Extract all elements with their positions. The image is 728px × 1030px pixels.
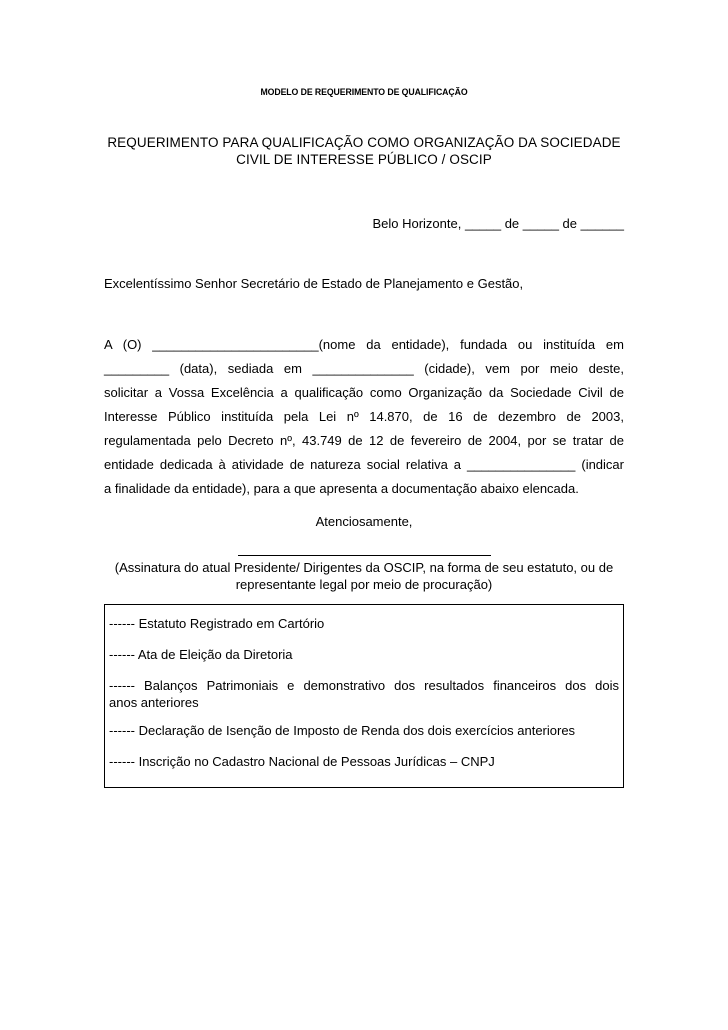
signature-line [238,555,491,556]
model-title: MODELO DE REQUERIMENTO DE QUALIFICAÇÃO [260,87,468,98]
salutation: Excelentíssimo Senhor Secretário de Estado de Planejamento e Gestão, [104,276,524,291]
body-line: A (O) _______________________(nome da entidade), fundada ou instituída em [104,337,624,352]
signature-caption-line-2: representante legal por meio de procuração) [235,577,493,592]
body-line: a finalidade da entidade), para a que apresenta a documentação abaixo elencada. [104,481,579,496]
body-line: Interesse Público instituída pela Lei nº 14.870, de 16 de dezembro de 2003, [104,409,624,424]
closing: Atenciosamente, [315,514,413,529]
body-line: _________ (data), sediada em ______________ (cidade), vem por meio deste, [104,361,624,376]
body-line: entidade dedicada à atividade de natureza social relativa a _______________ (indicar [104,457,624,472]
signature-caption-line-1: (Assinatura do atual Presidente/ Dirigentes da OSCIP, na forma de seu estatuto, ou de [114,560,614,575]
signature-caption [104,559,624,593]
main-title [104,134,624,168]
document-item: ------ Ata de Eleição da Diretoria [109,647,293,662]
document-item [109,677,619,711]
document-item: ------ Inscrição no Cadastro Nacional de Pessoas Jurídicas – CNPJ [109,754,495,769]
main-title-line-2: CIVIL DE INTERESSE PÚBLICO / OSCIP [236,152,492,167]
document-item-line-1: ------ Balanços Patrimoniais e demonstrativo dos resultados financeiros dos dois [109,678,619,693]
document-item: ------ Declaração de Isenção de Imposto de Renda dos dois exercícios anteriores [109,723,576,738]
main-title-line-1: REQUERIMENTO PARA QUALIFICAÇÃO COMO ORGANIZAÇÃO DA SOCIEDADE [107,135,621,150]
document-item-line-2: anos anteriores [109,695,199,710]
place-date: Belo Horizonte, _____ de _____ de ______ [372,216,624,231]
body-line: regulamentada pelo Decreto nº, 43.749 de 12 de fevereiro de 2004, por se tratar de [104,433,624,448]
document-item: ------ Estatuto Registrado em Cartório [109,616,325,631]
required-documents-box [104,604,624,788]
body-line: solicitar a Vossa Excelência a qualificação como Organização da Sociedade Civil de [104,385,624,400]
request-body [104,333,624,501]
